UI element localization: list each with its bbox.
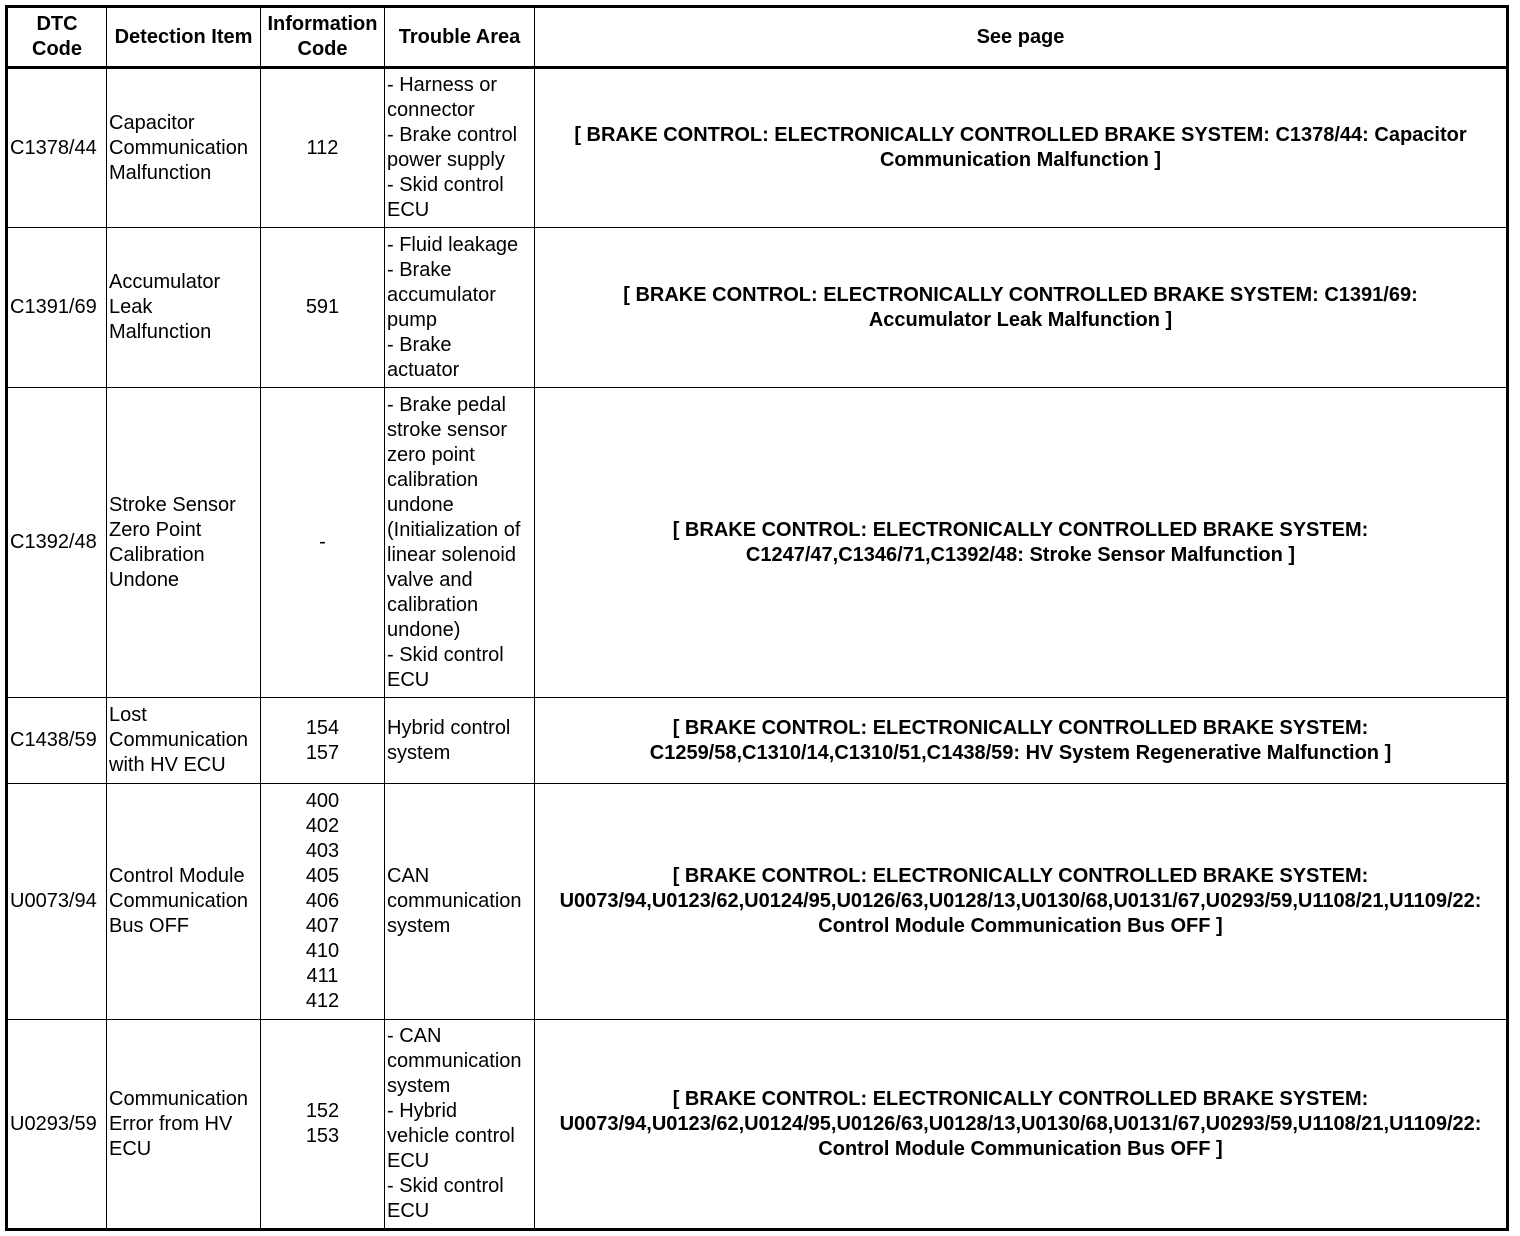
cell-line: [ BRAKE CONTROL: ELECTRONICALLY CONTROLLED BRAKE SYSTEM: C1391/69:: [623, 283, 1418, 306]
cell-line: - Skid control: [387, 1175, 504, 1197]
header-text: Code: [32, 38, 82, 60]
cell-line: C1247/47,C1346/71,C1392/48: Stroke Sensor Malfunction ]: [745, 543, 1296, 566]
cell-line: 402: [305, 815, 340, 837]
detection-item-cell: [107, 68, 261, 228]
trouble-area-cell: [385, 1020, 535, 1230]
header-row: [7, 7, 1508, 68]
cell-line: 405: [305, 865, 340, 887]
cell-line: - Brake: [387, 333, 452, 356]
see-page-link[interactable]: [535, 388, 1508, 698]
cell-line: Stroke Sensor: [109, 493, 236, 516]
dtc-code-cell: U0293/59: [7, 1020, 107, 1230]
table-row: [7, 784, 1508, 1020]
see-page-link[interactable]: [535, 1020, 1508, 1230]
cell-line: (Initialization of: [387, 518, 521, 541]
cell-line: Leak: [109, 296, 153, 318]
cell-line: - Fluid leakage: [387, 233, 519, 256]
header-text: DTC: [36, 13, 78, 35]
cell-line: Communication: [109, 729, 248, 751]
see-page-link[interactable]: [535, 698, 1508, 784]
table-row: [7, 698, 1508, 784]
cell-line: Error from HV: [109, 1112, 233, 1135]
cell-line: Communication Malfunction ]: [879, 149, 1162, 171]
cell-line: [ BRAKE CONTROL: ELECTRONICALLY CONTROLLED BRAKE SYSTEM:: [672, 716, 1369, 739]
cell-line: valve and: [387, 568, 473, 591]
cell-line: Malfunction: [109, 321, 212, 343]
cell-line: 591: [305, 296, 340, 318]
detection-item-cell: [107, 388, 261, 698]
information-code-cell: [261, 68, 385, 228]
see-page-link[interactable]: [535, 784, 1508, 1020]
cell-line: Lost: [109, 704, 147, 726]
information-code-cell: [261, 1020, 385, 1230]
dtc-table: [5, 5, 1509, 1231]
cell-line: C1259/58,C1310/14,C1310/51,C1438/59: HV System Regenerative Malfunction ]: [649, 741, 1392, 764]
table-row: [7, 228, 1508, 388]
cell-line: Accumulator Leak Malfunction ]: [868, 308, 1173, 331]
cell-line: Communication: [109, 1087, 248, 1110]
detection-item-cell: [107, 1020, 261, 1230]
cell-line: Communication: [109, 890, 248, 912]
cell-line: Accumulator: [109, 271, 221, 293]
information-code-cell: [261, 388, 385, 698]
cell-line: system: [387, 1075, 451, 1097]
header-dtc-code: [7, 7, 107, 68]
cell-line: power supply: [387, 149, 505, 171]
cell-line: Control Module Communication Bus OFF ]: [818, 915, 1223, 937]
cell-line: connector: [387, 99, 475, 121]
cell-line: - Hybrid: [387, 1100, 458, 1122]
information-code-cell: [261, 784, 385, 1020]
cell-line: - Brake pedal: [387, 393, 506, 416]
cell-line: undone: [387, 493, 454, 516]
cell-line: Calibration: [109, 543, 205, 566]
trouble-area-cell: [385, 698, 535, 784]
dtc-code-cell: C1438/59: [7, 698, 107, 784]
cell-line: Malfunction: [109, 161, 212, 184]
see-page-link[interactable]: [535, 68, 1508, 228]
cell-line: U0073/94,U0123/62,U0124/95,U0126/63,U0128/13,U0130/68,U0131/67,U0293/59,U1108/21,U1109/22:: [559, 890, 1482, 912]
trouble-area-cell: [385, 784, 535, 1020]
cell-line: 152: [305, 1100, 340, 1122]
cell-line: - Brake: [387, 258, 452, 281]
header-text: Trouble Area: [398, 25, 521, 48]
cell-line: actuator: [387, 358, 460, 381]
cell-line: Control Module: [109, 865, 245, 887]
cell-line: accumulator: [387, 283, 496, 306]
header-see-page: [535, 7, 1508, 68]
header-information-code: [261, 7, 385, 68]
cell-line: 153: [305, 1125, 340, 1147]
header-text: See page: [976, 25, 1065, 48]
cell-line: U0073/94,U0123/62,U0124/95,U0126/63,U0128/13,U0130/68,U0131/67,U0293/59,U1108/21,U1109/22:: [559, 1112, 1482, 1135]
cell-line: CAN: [387, 865, 430, 887]
cell-line: Undone: [109, 568, 180, 591]
detection-item-cell: [107, 784, 261, 1020]
cell-line: Bus OFF: [109, 915, 190, 937]
cell-line: 412: [305, 990, 340, 1012]
trouble-area-cell: [385, 388, 535, 698]
cell-line: undone): [387, 618, 461, 641]
cell-line: Hybrid control: [387, 716, 511, 739]
cell-line: 406: [305, 890, 340, 912]
cell-line: communication: [387, 1050, 522, 1072]
cell-line: system: [387, 741, 451, 764]
cell-line: 400: [305, 790, 340, 812]
table-row: [7, 68, 1508, 228]
cell-line: ECU: [387, 1200, 430, 1222]
see-page-link[interactable]: [535, 228, 1508, 388]
cell-line: ECU: [109, 1137, 152, 1160]
cell-line: 157: [305, 741, 340, 764]
cell-line: - Brake control: [387, 124, 518, 146]
information-code-cell: [261, 698, 385, 784]
cell-line: - CAN: [387, 1025, 442, 1047]
cell-line: [ BRAKE CONTROL: ELECTRONICALLY CONTROLLED BRAKE SYSTEM:: [672, 1087, 1369, 1110]
detection-item-cell: [107, 698, 261, 784]
detection-item-cell: [107, 228, 261, 388]
header-detection-item: [107, 7, 261, 68]
cell-line: [ BRAKE CONTROL: ELECTRONICALLY CONTROLLED BRAKE SYSTEM: C1378/44: Capacitor: [574, 124, 1467, 146]
trouble-area-cell: [385, 228, 535, 388]
cell-line: ECU: [387, 199, 430, 221]
table-row: [7, 388, 1508, 698]
dtc-code-cell: U0073/94: [7, 784, 107, 1020]
header-text: Information: [267, 13, 378, 35]
cell-line: communication: [387, 890, 522, 912]
header-text: Code: [297, 38, 348, 60]
cell-line: calibration: [387, 593, 479, 616]
cell-line: 410: [305, 940, 340, 962]
cell-line: Communication: [109, 136, 248, 159]
cell-line: Capacitor: [109, 111, 195, 134]
information-code-cell: [261, 228, 385, 388]
cell-line: pump: [387, 308, 438, 331]
cell-line: ECU: [387, 668, 430, 691]
cell-line: linear solenoid: [387, 543, 516, 566]
cell-line: -: [319, 531, 326, 553]
cell-line: stroke sensor: [387, 418, 508, 441]
table-row: [7, 1020, 1508, 1230]
cell-line: - Skid control: [387, 643, 504, 666]
cell-line: [ BRAKE CONTROL: ELECTRONICALLY CONTROLLED BRAKE SYSTEM:: [672, 865, 1369, 887]
cell-line: system: [387, 915, 451, 937]
cell-line: Control Module Communication Bus OFF ]: [818, 1137, 1223, 1160]
cell-line: 112: [306, 136, 339, 159]
dtc-code-cell: C1391/69: [7, 228, 107, 388]
cell-line: [ BRAKE CONTROL: ELECTRONICALLY CONTROLLED BRAKE SYSTEM:: [672, 518, 1369, 541]
dtc-code-cell: C1378/44: [7, 68, 107, 228]
cell-line: zero point: [387, 443, 475, 466]
cell-line: - Harness or: [387, 74, 498, 96]
cell-line: 407: [305, 915, 340, 937]
header-text: Detection Item: [114, 25, 253, 48]
dtc-code-cell: C1392/48: [7, 388, 107, 698]
cell-line: 154: [305, 716, 340, 739]
trouble-area-cell: [385, 68, 535, 228]
cell-line: Zero Point: [109, 518, 202, 541]
cell-line: 403: [305, 840, 340, 862]
cell-line: 411: [306, 965, 339, 987]
cell-line: calibration: [387, 468, 479, 491]
cell-line: vehicle control: [387, 1125, 515, 1147]
cell-line: - Skid control: [387, 174, 504, 196]
cell-line: ECU: [387, 1150, 430, 1172]
header-trouble-area: [385, 7, 535, 68]
cell-line: with HV ECU: [109, 754, 226, 776]
